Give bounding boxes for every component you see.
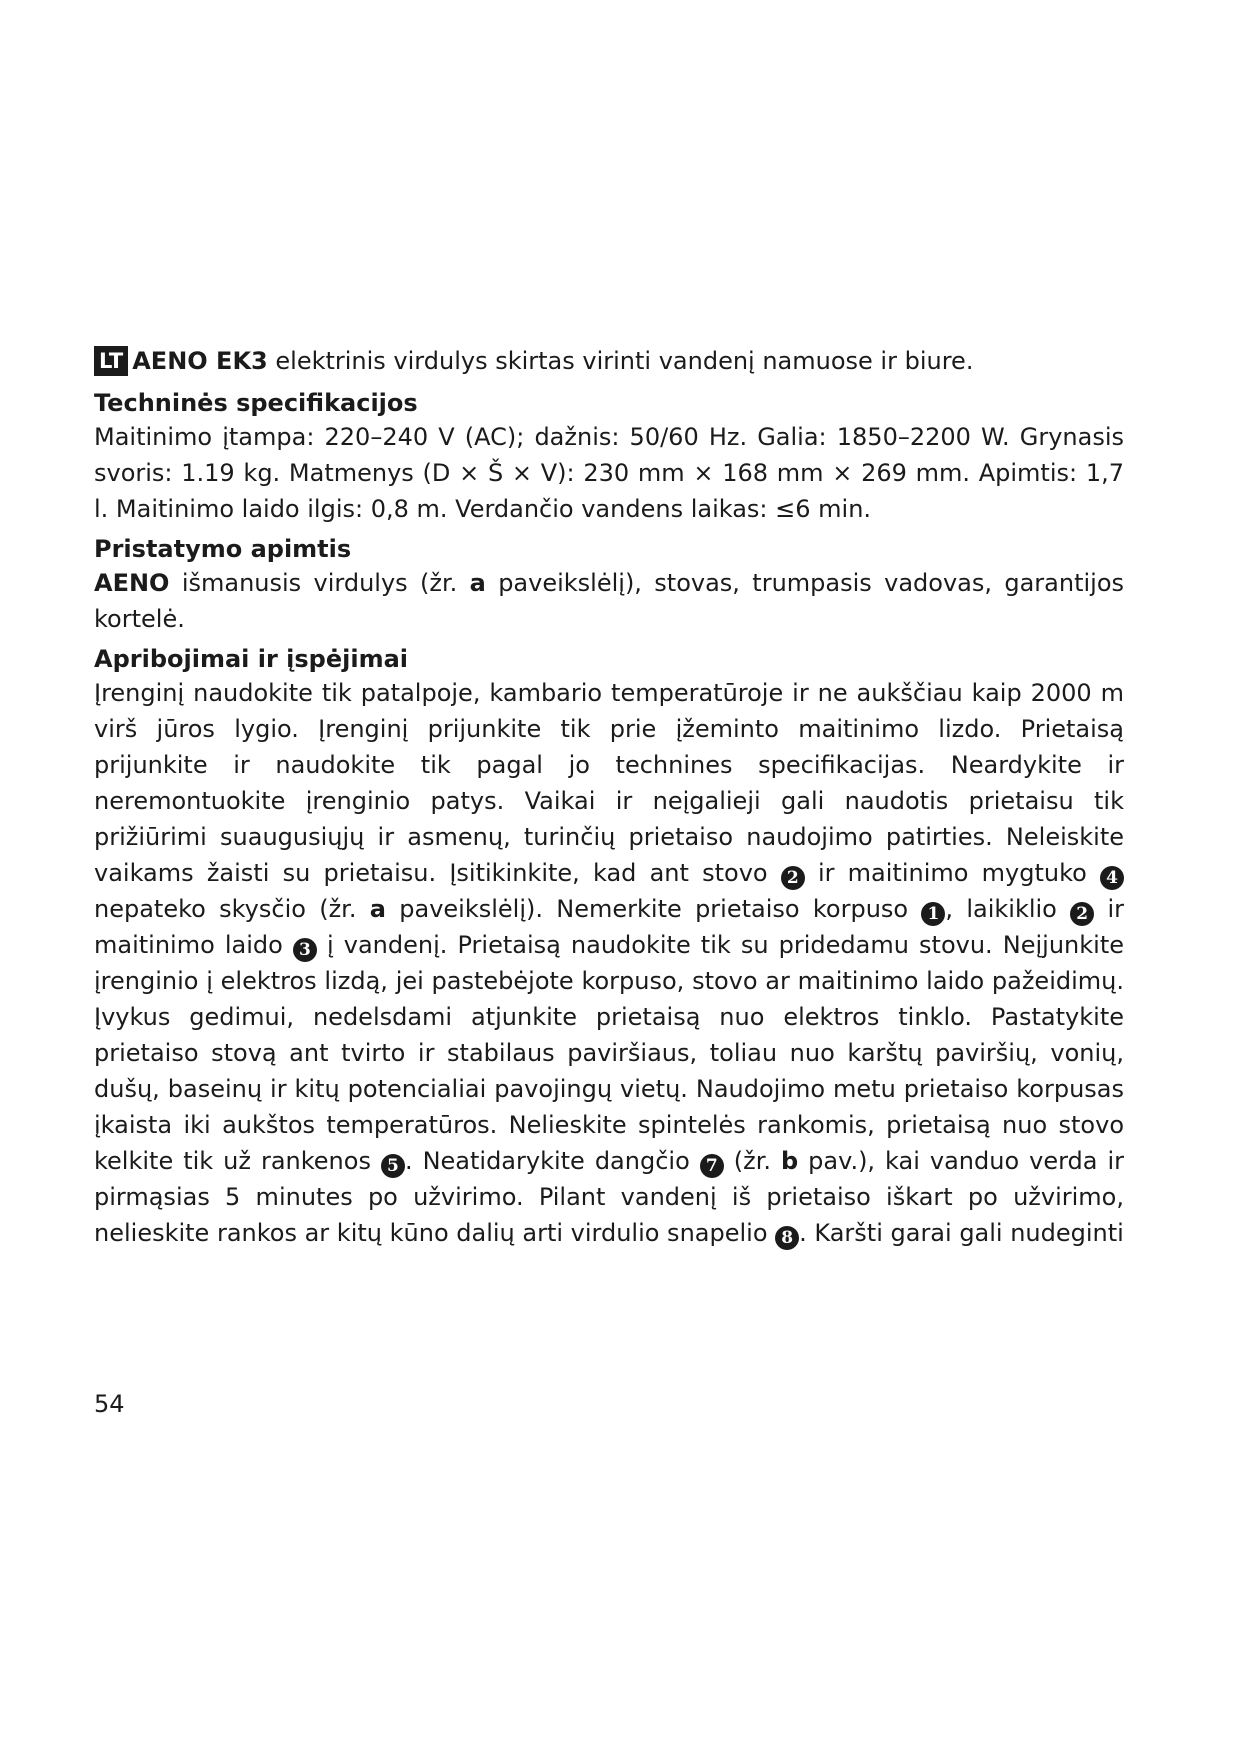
- figure-ref-a: a: [469, 569, 486, 597]
- figure-ref-a: a: [369, 895, 386, 923]
- warnings-seg: . Neatidarykite dangčio: [404, 1147, 700, 1175]
- page-content: [94, 345, 1124, 1257]
- warnings-seg: į vandenį. Prietaisą naudokite tik su pridedamu stovu. Neįjunkite įrenginio į elektros lizdą, jei pastebėjote korpuso, stovo ar maitinimo laido pažeidimų. Įvykus gedimui, nedelsdami atjunkite prietaisą nuo elektros tinklo. Pastatykite prietaiso stovą ant tvirto ir stabilaus paviršiaus, toliau nuo karštų paviršių, vonių, dušų, baseinų ir kitų potencialiai pavojingų vietų. Naudojimo metu prietaiso korpusas įkaista iki aukštos temperatūros. Nelieskite spintelės rankomis, prietaisą nuo stovo kelkite tik už rankenos: [94, 931, 1124, 1175]
- warnings-seg: paveikslėlį). Nemerkite prietaiso korpuso: [385, 895, 922, 923]
- delivery-brand: AENO: [94, 569, 170, 597]
- warnings-heading: Apribojimai ir įspėjimai: [94, 645, 408, 673]
- figure-ref-b: b: [780, 1147, 799, 1175]
- callout-1-icon: 1: [921, 902, 945, 926]
- callout-2-icon: 2: [781, 866, 805, 890]
- warnings-seg: ir maitinimo mygtuko: [804, 859, 1100, 887]
- warnings-text: [94, 675, 1124, 1251]
- callout-7-icon: 7: [700, 1154, 724, 1178]
- model-name: AENO EK3: [132, 347, 268, 375]
- callout-3-icon: 3: [293, 938, 317, 962]
- warnings-seg: Įrenginį naudokite tik patalpoje, kambario temperatūroje ir ne aukščiau kaip 2000 m virš jūros lygio. Įrenginį prijunkite tik prie įžeminto maitinimo lizdo. Prietaisą prijunkite ir naudokite tik pagal jo technines specifikacijas. Neardykite ir neremontuokite įrenginio patys. Vaikai ir neįgalieji gali naudotis prietaisu tik prižiūrimi suaugusiųjų ir asmenų, turinčių prietaiso naudojimo patirties. Neleiskite vaikams žaisti su prietaisu. Įsitikinkite, kad ant stovo: [94, 679, 1124, 887]
- warnings-seg: (žr.: [723, 1147, 781, 1175]
- page-number: 54: [94, 1390, 125, 1418]
- intro-paragraph: [94, 345, 1124, 377]
- callout-8-icon: 8: [775, 1226, 799, 1250]
- intro-text: elektrinis virdulys skirtas virinti vandenį namuose ir biure.: [267, 347, 974, 375]
- delivery-text: [94, 565, 1124, 637]
- warnings-seg: pav.), kai vanduo verda ir pirmąsias 5 minutes po užvirimo. Pilant vandenį iš prietaiso iškart po užvirimo, nelieskite rankos ar kitų kūno dalių arti virdulio snapelio: [94, 1147, 1125, 1247]
- warnings-seg: ir maitinimo laido: [94, 895, 1124, 959]
- callout-5-icon: 5: [381, 1154, 405, 1178]
- delivery-text-2: paveikslėlį), stovas, trumpasis vadovas, garantijos kortelė.: [94, 569, 1125, 633]
- warnings-seg: . Karšti garai gali nudeginti: [799, 1219, 1124, 1247]
- warnings-seg: nepateko skysčio (žr.: [94, 895, 370, 923]
- warnings-seg: , laikiklio: [945, 895, 1071, 923]
- language-badge: LT: [94, 346, 128, 376]
- delivery-heading: Pristatymo apimtis: [94, 535, 352, 563]
- delivery-text-1: išmanusis virdulys (žr.: [169, 569, 470, 597]
- specs-text: Maitinimo įtampa: 220–240 V (AC); dažnis: 50/60 Hz. Galia: 1850–2200 W. Grynasis svoris: 1.19 kg. Matmenys (D × Š × V): 230 mm × 168 mm × 269 mm. Apimtis: 1,7 l. Maitinimo laido ilgis: 0,8 m. Verdančio vandens laikas: ≤6 min.: [94, 423, 1124, 523]
- callout-4-icon: 4: [1100, 866, 1124, 890]
- callout-2-icon: 2: [1070, 902, 1094, 926]
- specs-heading: Techninės specifikacijos: [94, 389, 418, 417]
